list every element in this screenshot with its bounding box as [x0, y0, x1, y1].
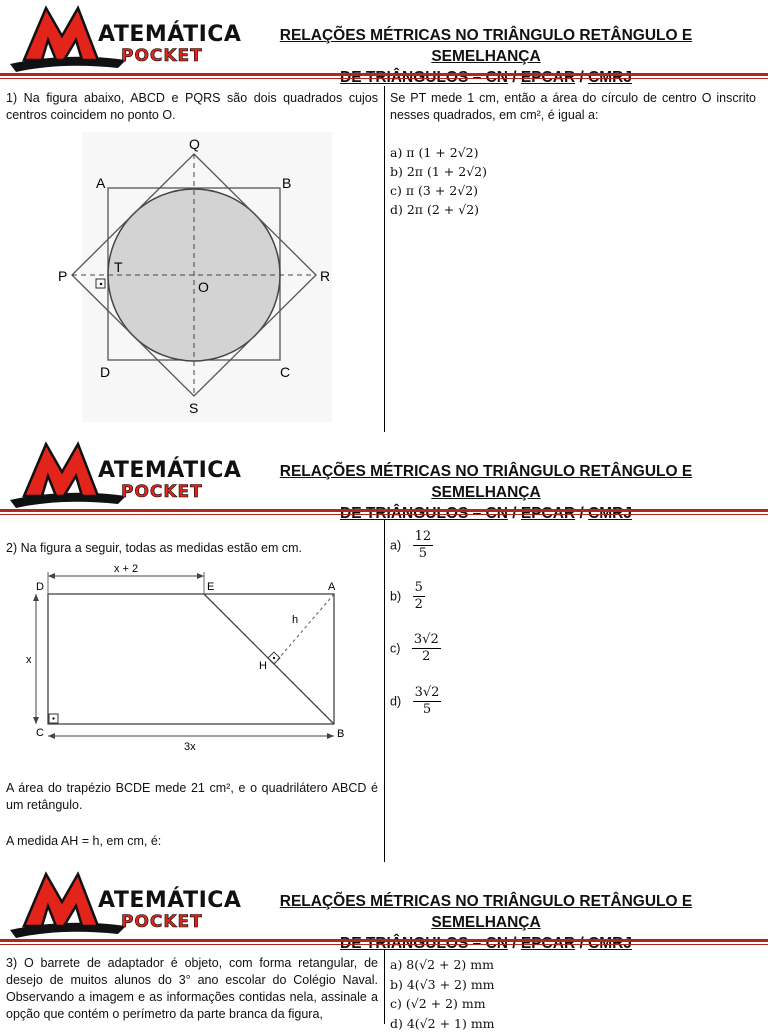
label-A: A	[96, 175, 106, 191]
q2-option-c[interactable]: c) $\frac{3√2}{2}$	[390, 632, 441, 665]
header-rule-thin	[0, 78, 768, 79]
q1-options	[390, 143, 487, 219]
title-line-1: RELAÇÕES MÉTRICAS NO TRIÂNGULO RETÂNGULO E SEMELHANÇA	[280, 463, 692, 501]
q2-figure	[24, 562, 354, 754]
title-line-1: RELAÇÕES MÉTRICAS NO TRIÂNGULO RETÂNGULO E SEMELHANÇA	[280, 893, 692, 931]
logo-text-top: ATEMÁTICA	[98, 22, 241, 47]
header-3	[0, 866, 768, 946]
banner	[0, 868, 768, 938]
label-O: O	[198, 279, 209, 295]
label-C: C	[36, 727, 44, 739]
header-2	[0, 436, 768, 516]
q2-statement: 2) Na figura a seguir, todas as medidas estão em cm.	[6, 540, 378, 557]
q1-continuation: Se PT mede 1 cm, então a área do círculo de centro O inscrito nesses quadrados, em cm², é igual a:	[390, 90, 756, 124]
q1-option-c[interactable]: c) π (3 + 2√2)	[390, 181, 487, 200]
label-D: D	[36, 581, 44, 593]
label-T: T	[114, 259, 123, 275]
q2-option-a[interactable]: a) $\frac{12}{5}$	[390, 529, 433, 562]
logo-text-top: ATEMÁTICA	[98, 458, 241, 483]
logo-text-bottom: POCKET	[121, 46, 203, 66]
banner	[0, 2, 768, 72]
header-rule-thin	[0, 944, 768, 945]
q3-options	[390, 955, 495, 1033]
label-C: C	[280, 364, 290, 380]
label-h: h	[292, 614, 298, 626]
label-H: H	[259, 660, 267, 672]
q1-figure	[52, 132, 342, 422]
label-R: R	[320, 268, 330, 284]
logo-text-bottom: POCKET	[121, 912, 203, 932]
label-top-dimension: x + 2	[114, 563, 138, 575]
header-rule	[0, 73, 768, 76]
label-B: B	[337, 728, 344, 740]
label-B: B	[282, 175, 291, 191]
column-divider	[384, 950, 385, 1024]
q1-option-d[interactable]: d) 2π (2 + √2)	[390, 200, 487, 219]
q2-text-question: A medida AH = h, em cm, é:	[6, 833, 378, 850]
label-A: A	[328, 581, 336, 593]
logo-text-bottom: POCKET	[121, 482, 203, 502]
label-left-dimension: x	[26, 654, 32, 666]
label-P: P	[58, 268, 67, 284]
q2-option-b[interactable]: b) $\frac{5}{2}$	[390, 580, 425, 613]
label-D: D	[100, 364, 110, 380]
header-1	[0, 0, 768, 80]
title-line-1: RELAÇÕES MÉTRICAS NO TRIÂNGULO RETÂNGULO E SEMELHANÇA	[280, 27, 692, 65]
logo-text-top: ATEMÁTICA	[98, 888, 241, 913]
q1-statement: 1) Na figura abaixo, ABCD e PQRS são dois quadrados cujos centros coincidem no ponto O.	[6, 90, 378, 124]
label-Q: Q	[189, 136, 200, 152]
column-divider	[384, 86, 385, 432]
q2-text-area: A área do trapézio BCDE mede 21 cm², e o quadrilátero ABCD é um retângulo.	[6, 780, 378, 814]
label-E: E	[207, 581, 214, 593]
q3-option-d[interactable]: d) 4(√2 + 1) mm	[390, 1014, 495, 1033]
q3-option-b[interactable]: b) 4(√3 + 2) mm	[390, 975, 495, 995]
header-rule-thin	[0, 514, 768, 515]
banner	[0, 438, 768, 508]
q1-option-a[interactable]: a) π (1 + 2√2)	[390, 143, 487, 162]
header-rule	[0, 509, 768, 512]
q3-statement: 3) O barrete de adaptador é objeto, com forma retangular, de desejo de muitos alunos do 3° ano escolar do Colégio Naval. Observando a imagem e as informações contidas nela, assinale a opção que contém o perímetro da parte branca da figura,	[6, 955, 378, 1023]
q3-option-a[interactable]: a) 8(√2 + 2) mm	[390, 955, 495, 975]
q1-option-b[interactable]: b) 2π (1 + 2√2)	[390, 162, 487, 181]
label-S: S	[189, 400, 198, 416]
q2-option-d[interactable]: d) $\frac{3√2}{5}$	[390, 685, 441, 718]
header-rule	[0, 939, 768, 942]
label-bottom-dimension: 3x	[184, 741, 196, 753]
column-divider	[384, 520, 385, 862]
q3-option-c[interactable]: c) (√2 + 2) mm	[390, 994, 495, 1014]
